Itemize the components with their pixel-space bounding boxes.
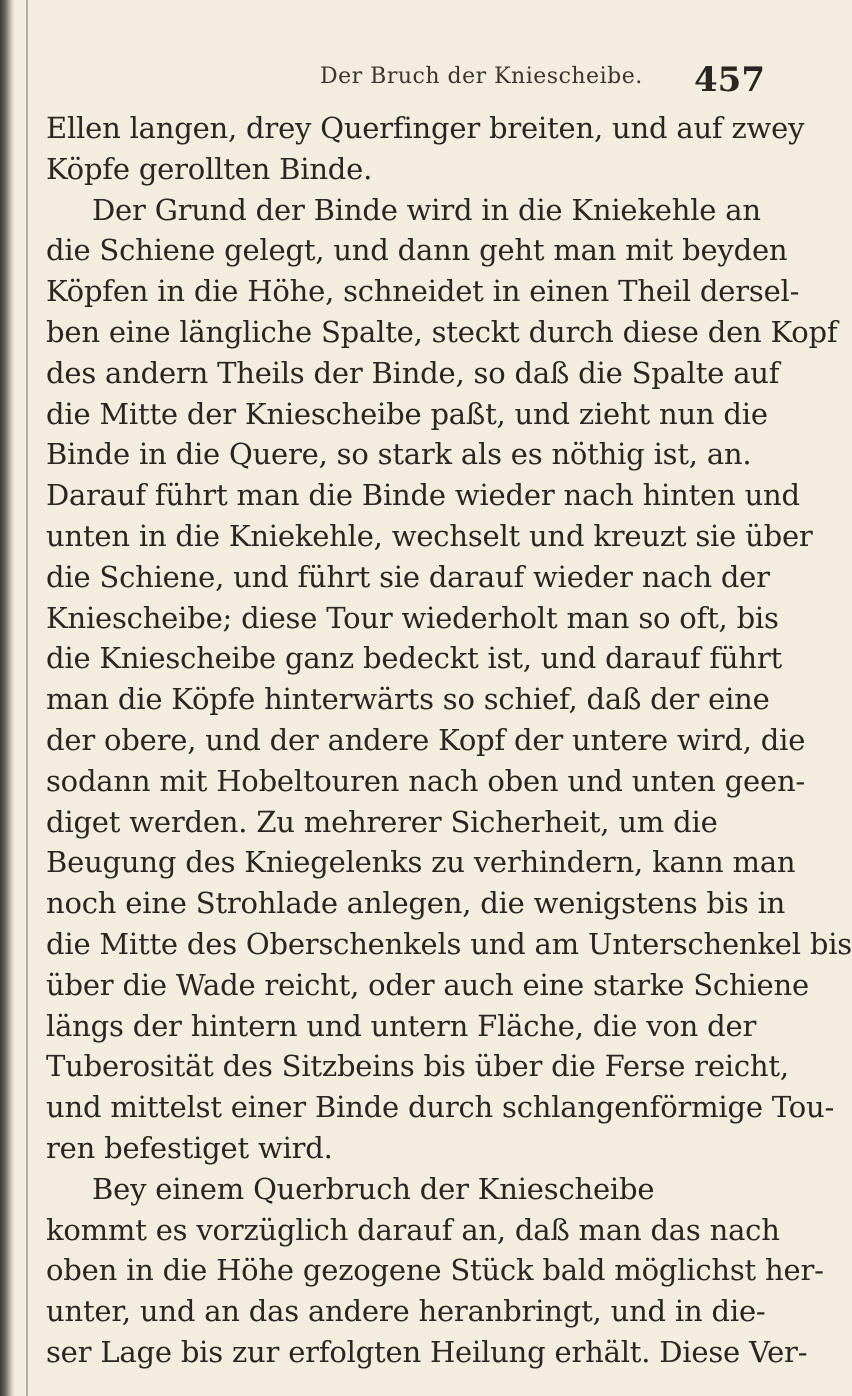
text-line: Beugung des Kniegelenks zu verhindern, kann man — [46, 845, 796, 880]
page-header — [0, 60, 800, 104]
text-line: Köpfen in die Höhe, schneidet in einen Theil dersel- — [46, 274, 800, 309]
page-number: 457 — [694, 60, 765, 100]
text-line: Ellen langen, drey Querfinger breiten, und auf zwey — [46, 111, 805, 145]
text-line: die Mitte des Oberschenkels und am Unterschenkel bis — [46, 926, 852, 961]
text-line: noch eine Strohlade anlegen, die wenigstens bis in — [46, 886, 786, 921]
text-line: Köpfe gerollten Binde. — [46, 151, 373, 186]
text-line: Tuberosität des Sitzbeins bis über die Ferse reicht, — [46, 1049, 789, 1084]
text-line: ben eine längliche Spalte, steckt durch diese den Kopf — [46, 314, 838, 349]
text-line: unten in die Kniekehle, wechselt und kreuzt sie über — [46, 518, 813, 553]
text-line: Binde in die Quere, so stark als es nöthig ist, an. — [46, 437, 752, 472]
text-line: Kniescheibe; diese Tour wiederholt man so oft, bis — [46, 600, 779, 635]
text-line: über die Wade reicht, oder auch eine starke Schiene — [46, 967, 809, 1002]
text-line: sodann mit Hobeltouren nach oben und unten geen- — [46, 763, 806, 798]
text-line: längs der hintern und untern Fläche, die von der — [46, 1008, 757, 1043]
text-line: kommt es vorzüglich darauf an, daß man das nach — [46, 1212, 780, 1247]
text-line: Der Grund der Binde wird in die Kniekehle an — [92, 192, 761, 227]
text-line: die Schiene gelegt, und dann geht man mit beyden — [46, 233, 788, 268]
text-line: des andern Theils der Binde, so daß die Spalte auf — [46, 355, 780, 390]
text-line: man die Köpfe hinterwärts so schief, daß der eine — [46, 682, 770, 717]
binding-fold-line — [26, 0, 28, 1396]
text-line: Bey einem Querbruch der Kniescheibe — [92, 1171, 655, 1206]
text-line: Darauf führt man die Binde wieder nach hinten und — [46, 478, 800, 513]
text-line: oben in die Höhe gezogene Stück bald möglichst her- — [46, 1253, 824, 1288]
text-line: die Schiene, und führt sie darauf wieder nach der — [46, 559, 770, 594]
text-line: diget werden. Zu mehrerer Sicherheit, um die — [46, 804, 718, 839]
text-line: ser Lage bis zur erfolgten Heilung erhält. Diese Ver- — [46, 1334, 808, 1369]
text-body — [46, 108, 852, 1373]
running-head: Der Bruch der Kniescheibe. — [320, 64, 643, 89]
text-line: unter, und an das andere heranbringt, und in die- — [46, 1294, 766, 1329]
text-line: die Mitte der Kniescheibe paßt, und zieht nun die — [46, 396, 768, 431]
text-line: und mittelst einer Binde durch schlangenförmige Tou- — [46, 1090, 835, 1125]
text-line: die Kniescheibe ganz bedeckt ist, und darauf führt — [46, 641, 782, 676]
text-line: der obere, und der andere Kopf der untere wird, die — [46, 722, 806, 757]
text-line: ren befestiget wird. — [46, 1130, 333, 1165]
page-binding-edge — [0, 0, 14, 1396]
